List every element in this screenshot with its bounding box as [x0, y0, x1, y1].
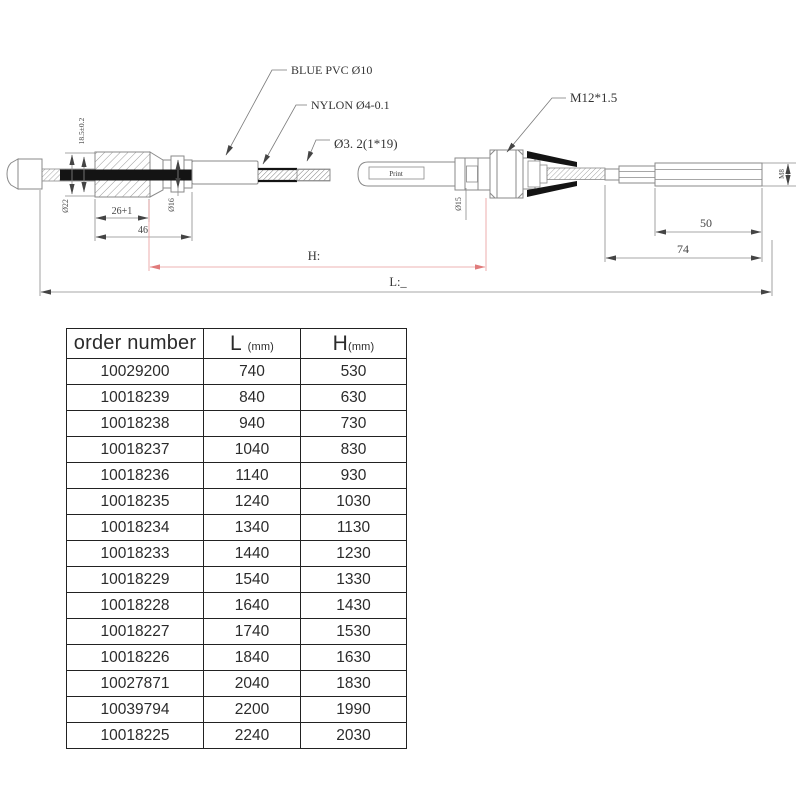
inner-wire-right — [547, 168, 605, 180]
table-row — [67, 437, 407, 463]
cell-order-number: 10018226 — [67, 645, 204, 671]
table-row — [67, 671, 407, 697]
col-header-order-number — [67, 329, 204, 359]
dim-h-label: H: — [307, 249, 321, 263]
order-table — [66, 328, 407, 749]
order-table-body — [67, 359, 407, 749]
table-row — [67, 515, 407, 541]
cell-l-value: 2200 — [204, 697, 301, 723]
table-header-row — [67, 329, 407, 359]
cell-h-value: 1330 — [301, 567, 407, 593]
cell-l-value: 740 — [204, 359, 301, 385]
order-table-grid — [66, 328, 407, 749]
cell-l-value: 1140 — [204, 463, 301, 489]
cell-l-value: 2040 — [204, 671, 301, 697]
cell-h-value: 730 — [301, 411, 407, 437]
cell-h-value: 530 — [301, 359, 407, 385]
cell-h-value: 630 — [301, 385, 407, 411]
dim-l-label: L:_ — [389, 275, 407, 289]
callout-blue-pvc: BLUE PVC Ø10 — [291, 63, 373, 77]
cell-order-number: 10018235 — [67, 489, 204, 515]
hex-nut — [490, 150, 523, 198]
table-row — [67, 645, 407, 671]
cell-l-value: 1540 — [204, 567, 301, 593]
cell-l-value: 2240 — [204, 723, 301, 749]
cell-l-value: 1440 — [204, 541, 301, 567]
cell-order-number: 10018233 — [67, 541, 204, 567]
table-row — [67, 697, 407, 723]
cell-order-number: 10018239 — [67, 385, 204, 411]
dim-d15: Ø15 — [454, 197, 463, 211]
cell-h-value: 1630 — [301, 645, 407, 671]
dim-m8: M8 — [778, 169, 786, 179]
cell-l-value: 1240 — [204, 489, 301, 515]
cell-order-number: 10018227 — [67, 619, 204, 645]
inner-cable-band — [60, 170, 192, 181]
cell-h-value: 2030 — [301, 723, 407, 749]
cell-order-number: 10029200 — [67, 359, 204, 385]
table-row — [67, 385, 407, 411]
col-header-l — [204, 329, 301, 359]
cell-h-value: 1530 — [301, 619, 407, 645]
table-row — [67, 723, 407, 749]
table-row — [67, 593, 407, 619]
cell-l-value: 1840 — [204, 645, 301, 671]
h-header-unit: (mm) — [347, 340, 375, 353]
adjuster-body — [358, 158, 490, 190]
table-row — [67, 619, 407, 645]
nylon-liner — [258, 169, 297, 182]
cell-l-value: 840 — [204, 385, 301, 411]
table-row — [67, 463, 407, 489]
l-header-label: L — [229, 331, 242, 355]
callout-nylon: NYLON Ø4-0.1 — [311, 98, 390, 112]
bare-wire — [297, 170, 330, 181]
callout-thread-m12: M12*1.5 — [570, 90, 618, 105]
print-label: Print — [389, 170, 403, 178]
cell-order-number: 10018225 — [67, 723, 204, 749]
cable-assembly — [7, 150, 762, 198]
cell-order-number: 10018238 — [67, 411, 204, 437]
table-row — [67, 489, 407, 515]
table-row — [67, 541, 407, 567]
cell-order-number: 10018237 — [67, 437, 204, 463]
threaded-rod-end — [605, 163, 762, 186]
left-nipple — [7, 159, 42, 189]
order-number-header-label: order number — [73, 332, 197, 354]
table-row — [67, 411, 407, 437]
dim-50: 50 — [700, 216, 712, 230]
dim-d16: Ø16 — [167, 198, 176, 212]
cell-order-number: 10027871 — [67, 671, 204, 697]
dim-d22: Ø22 — [61, 199, 70, 213]
pvc-sleeve — [192, 161, 258, 184]
cell-l-value: 1740 — [204, 619, 301, 645]
col-header-h — [301, 329, 407, 359]
cell-h-value: 1130 — [301, 515, 407, 541]
cell-h-value: 830 — [301, 437, 407, 463]
cell-h-value: 1990 — [301, 697, 407, 723]
table-row — [67, 359, 407, 385]
cell-l-value: 940 — [204, 411, 301, 437]
cell-h-value: 1430 — [301, 593, 407, 619]
cell-l-value: 1640 — [204, 593, 301, 619]
technical-drawing — [0, 0, 800, 320]
cell-h-value: 930 — [301, 463, 407, 489]
callout-inner-wire: Ø3. 2(1*19) — [334, 136, 398, 151]
cell-l-value: 1040 — [204, 437, 301, 463]
dim-18-5: 18.5±0.2 — [77, 117, 86, 145]
dim-26-1: 26+1 — [111, 206, 133, 217]
dim-46: 46 — [138, 225, 148, 236]
h-header-label: H — [332, 331, 348, 355]
cell-l-value: 1340 — [204, 515, 301, 541]
cell-order-number: 10018234 — [67, 515, 204, 541]
cell-h-value: 1830 — [301, 671, 407, 697]
cell-h-value: 1030 — [301, 489, 407, 515]
cell-order-number: 10018228 — [67, 593, 204, 619]
l-header-unit: (mm) — [247, 340, 275, 353]
cell-order-number: 10018229 — [67, 567, 204, 593]
cell-h-value: 1230 — [301, 541, 407, 567]
dim-74: 74 — [677, 242, 689, 256]
cell-order-number: 10018236 — [67, 463, 204, 489]
cell-order-number: 10039794 — [67, 697, 204, 723]
table-row — [67, 567, 407, 593]
